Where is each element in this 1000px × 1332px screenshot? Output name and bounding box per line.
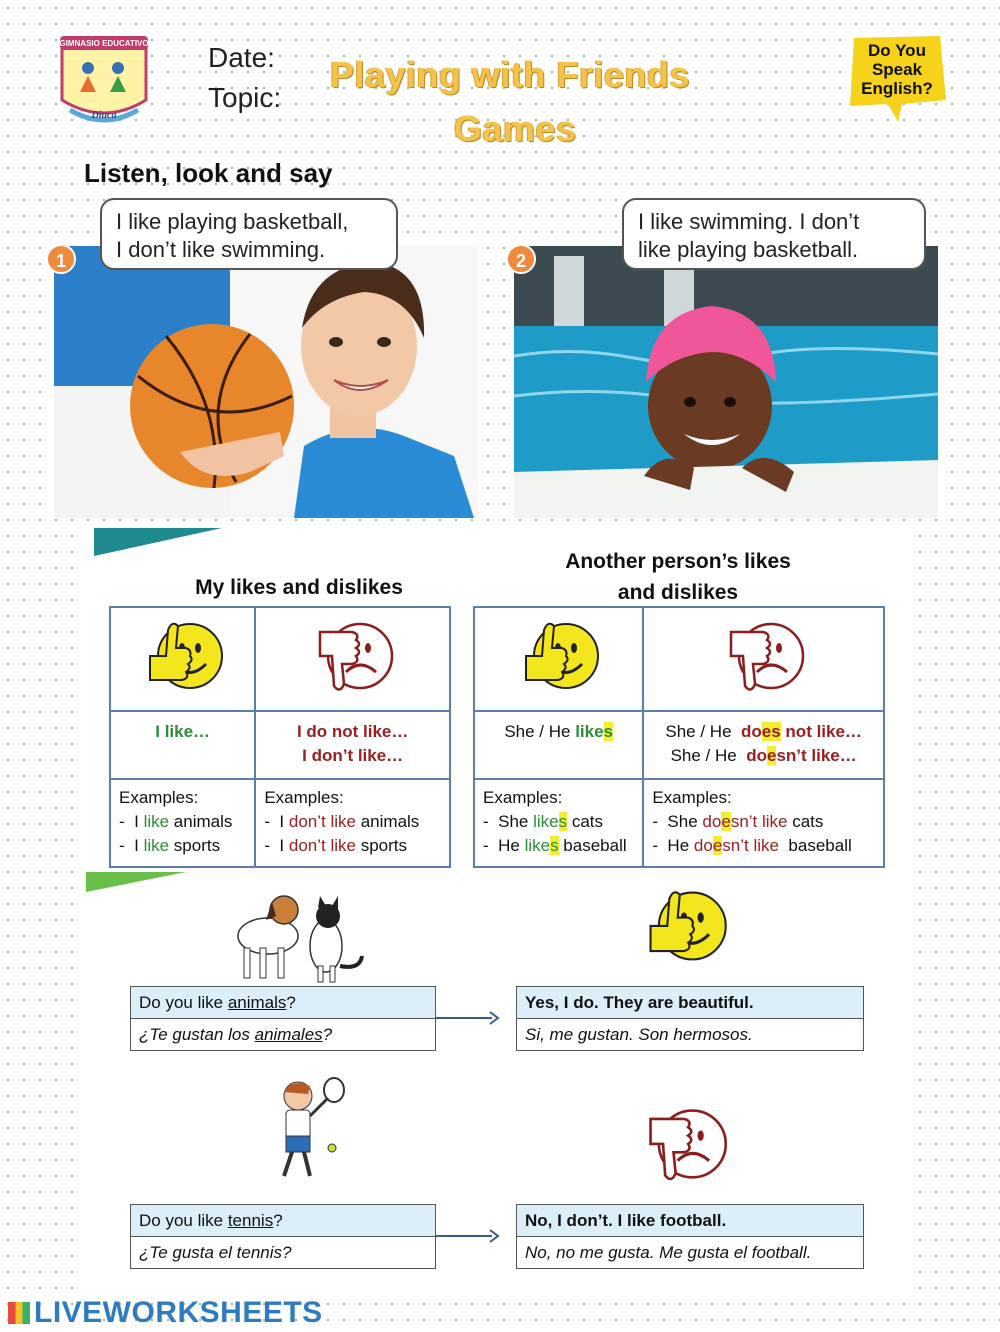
dog-and-cat-illustration (220, 886, 370, 986)
bubble-1-line-2: I don’t like swimming. (116, 237, 326, 262)
bubble-1-line-1: I like playing basketball, (116, 209, 349, 234)
dislike-icon-cell (643, 607, 884, 711)
thumbs-up-smiley-icon (638, 880, 732, 974)
answer-1: Yes, I do. They are beautiful. (517, 987, 864, 1019)
dislike-examples: Examples: - I don’t like animals - I don’t like sports (255, 779, 450, 867)
tennis-player-illustration (262, 1076, 352, 1186)
green-corner-decoration (86, 872, 186, 892)
liveworksheets-logo[interactable] (8, 1296, 323, 1330)
other-likes-heading-line-2: and dislikes (617, 581, 739, 604)
other-likes-heading (472, 546, 884, 608)
liveworksheets-mark-icon (8, 1302, 30, 1324)
page-title: Playing with Friends (330, 54, 691, 95)
arrow-right-icon (436, 1008, 500, 1028)
bubble-2-line-1: I like swimming. I don’t (638, 209, 860, 234)
examples-label: Examples: (652, 788, 732, 807)
badge-line-2: Speak (871, 60, 923, 79)
likes-examples: Examples: - She likes cats - He likes baseball (474, 779, 643, 867)
school-logo-name: Diuca (91, 110, 117, 121)
speech-bubble-1 (100, 198, 398, 270)
date-label: Date: (208, 42, 275, 73)
question-2: Do you like tennis? (131, 1205, 436, 1237)
she-he-doesnt-like-form: She / He does not like… She / He doesn’t like… (643, 711, 884, 779)
answer-2: No, I don’t. I like football. (517, 1205, 864, 1237)
answer-2-table (516, 1204, 864, 1269)
thumbs-up-smiley-icon (138, 612, 228, 702)
scene-number-2: 2 (506, 244, 536, 274)
page-subtitle: Games (454, 108, 577, 149)
doesnt-like-examples: Examples: - She doesn’t like cats - He doesn’t like baseball (643, 779, 884, 867)
i-dont-like-form: I do not like… I don’t like… (255, 711, 450, 779)
thumbs-down-sad-icon (308, 612, 398, 702)
boy-basketball-photo (54, 246, 478, 518)
girl-swimming-photo (514, 246, 938, 518)
do-you-speak-english-badge (842, 30, 952, 126)
instruction: Listen, look and say (84, 158, 333, 188)
other-likes-table (473, 606, 885, 868)
like-icon-cell (110, 607, 255, 711)
like-icon-cell (474, 607, 643, 711)
teal-corner-decoration (94, 528, 222, 556)
bubble-2-line-2: like playing basketball. (638, 237, 859, 262)
examples-label: Examples: (119, 788, 199, 807)
arrow-right-icon (436, 1226, 500, 1246)
badge-line-1: Do You (868, 41, 926, 60)
school-logo (52, 30, 156, 126)
she-he-likes-form: She / He likes (474, 711, 643, 779)
examples-label: Examples: (264, 788, 344, 807)
thumbs-down-sad-icon (719, 612, 809, 702)
other-likes-heading-line-1: Another person’s likes (565, 550, 791, 573)
examples-label: Examples: (483, 788, 563, 807)
badge-line-3: English? (861, 79, 933, 98)
scene-number-1: 1 (46, 244, 76, 274)
question-answer-section (86, 872, 908, 1290)
answer-2-spanish: No, no me gusta. Me gusta el football. (517, 1237, 864, 1269)
school-logo-text: GIMNASIO EDUCATIVO (59, 39, 149, 48)
my-likes-table (109, 606, 451, 868)
topic-label: Topic: (208, 82, 282, 113)
question-2-table (130, 1204, 436, 1269)
my-likes-heading: My likes and dislikes (195, 576, 403, 599)
question-1-table (130, 986, 436, 1051)
answer-1-spanish: Si, me gustan. Son hermosos. (517, 1019, 864, 1051)
i-like-form: I like… (110, 711, 255, 779)
question-1: Do you like animals? (131, 987, 436, 1019)
answer-1-table (516, 986, 864, 1051)
grammar-panel (86, 528, 908, 873)
liveworksheets-wordmark: LIVEWORKSHEETS (34, 1296, 323, 1329)
question-2-spanish: ¿Te gusta el tennis? (131, 1237, 436, 1269)
speech-bubble-2 (622, 198, 926, 270)
like-examples: Examples: - I like animals - I like sports (110, 779, 255, 867)
thumbs-up-smiley-icon (514, 612, 604, 702)
dislike-icon-cell (255, 607, 450, 711)
question-1-spanish: ¿Te gustan los animales? (131, 1019, 436, 1051)
thumbs-down-sad-icon (638, 1098, 732, 1192)
